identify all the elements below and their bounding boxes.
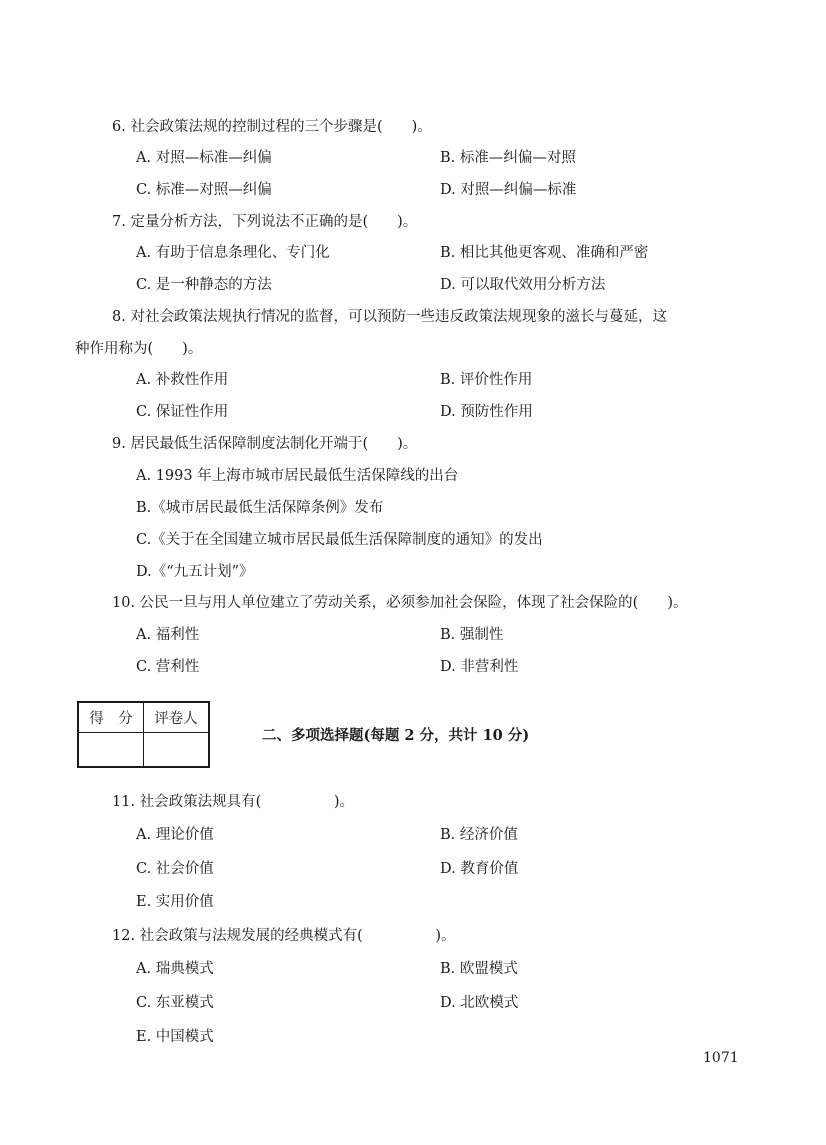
question-7-option-c: C. 是一种静态的方法 [136,277,272,293]
question-9-option-b: B.《城市居民最低生活保障条例》发布 [136,500,384,516]
question-12-option-b: B. 欧盟模式 [440,961,518,977]
page-number: 1071 [703,1050,739,1066]
question-6-option-c: C. 标准—对照—纠偏 [136,182,272,198]
grader-cell [144,733,210,768]
question-8-option-d: D. 预防性作用 [440,404,533,420]
question-9-option-c: C.《关于在全国建立城市居民最低生活保障制度的通知》的发出 [136,532,543,548]
question-8-stem-line1: 8. 对社会政策法规执行情况的监督，可以预防一些违反政策法规现象的滋长与蔓延，这 [112,309,667,325]
question-11-option-c: C. 社会价值 [136,861,214,877]
question-11-option-b: B. 经济价值 [440,827,518,843]
question-12-option-d: D. 北欧模式 [440,995,519,1011]
question-7-option-b: B. 相比其他更客观、准确和严密 [440,245,649,261]
question-8-stem-line2: 种作用称为( )。 [75,341,203,357]
question-9-option-a: A. 1993 年上海市城市居民最低生活保障线的出台 [136,468,459,484]
question-12-option-c: C. 东亚模式 [136,995,214,1011]
question-6-stem: 6. 社会政策法规的控制过程的三个步骤是( )。 [112,119,432,135]
question-7-stem: 7. 定量分析方法，下列说法不正确的是( )。 [112,214,418,230]
question-12-option-a: A. 瑞典模式 [136,961,214,977]
question-10-option-c: C. 营利性 [136,659,200,675]
question-6-option-a: A. 对照—标准—纠偏 [136,150,272,166]
question-11-stem: 11. 社会政策法规具有( )。 [112,794,354,810]
question-11-option-a: A. 理论价值 [136,827,214,843]
question-9-stem: 9. 居民最低生活保障制度法制化开端于( )。 [112,436,418,452]
question-9-option-d: D.《“九五计划”》 [136,564,254,580]
question-10-option-a: A. 福利性 [136,627,200,643]
score-table [77,701,210,768]
score-cell [78,733,144,768]
question-7-option-a: A. 有助于信息条理化、专门化 [136,245,330,261]
question-12-stem: 12. 社会政策与法规发展的经典模式有( )。 [112,928,456,944]
question-8-option-c: C. 保证性作用 [136,404,229,420]
grader-label: 评卷人 [144,702,210,733]
question-11-option-d: D. 教育价值 [440,861,519,877]
score-label: 得 分 [78,702,144,733]
question-8-option-a: A. 补救性作用 [136,372,229,388]
question-7-option-d: D. 可以取代效用分析方法 [440,277,606,293]
question-10-option-b: B. 强制性 [440,627,504,643]
question-6-option-d: D. 对照—纠偏—标准 [440,182,577,198]
question-10-option-d: D. 非营利性 [440,659,519,675]
question-6-option-b: B. 标准—纠偏—对照 [440,150,576,166]
question-12-option-e: E. 中国模式 [136,1029,214,1045]
question-11-option-e: E. 实用价值 [136,894,214,910]
section-2-title: 二、多项选择题(每题 2 分，共计 10 分) [262,727,530,744]
question-8-option-b: B. 评价性作用 [440,372,533,388]
question-10-stem: 10. 公民一旦与用人单位建立了劳动关系，必须参加社会保险，体现了社会保险的( )。 [112,595,688,611]
